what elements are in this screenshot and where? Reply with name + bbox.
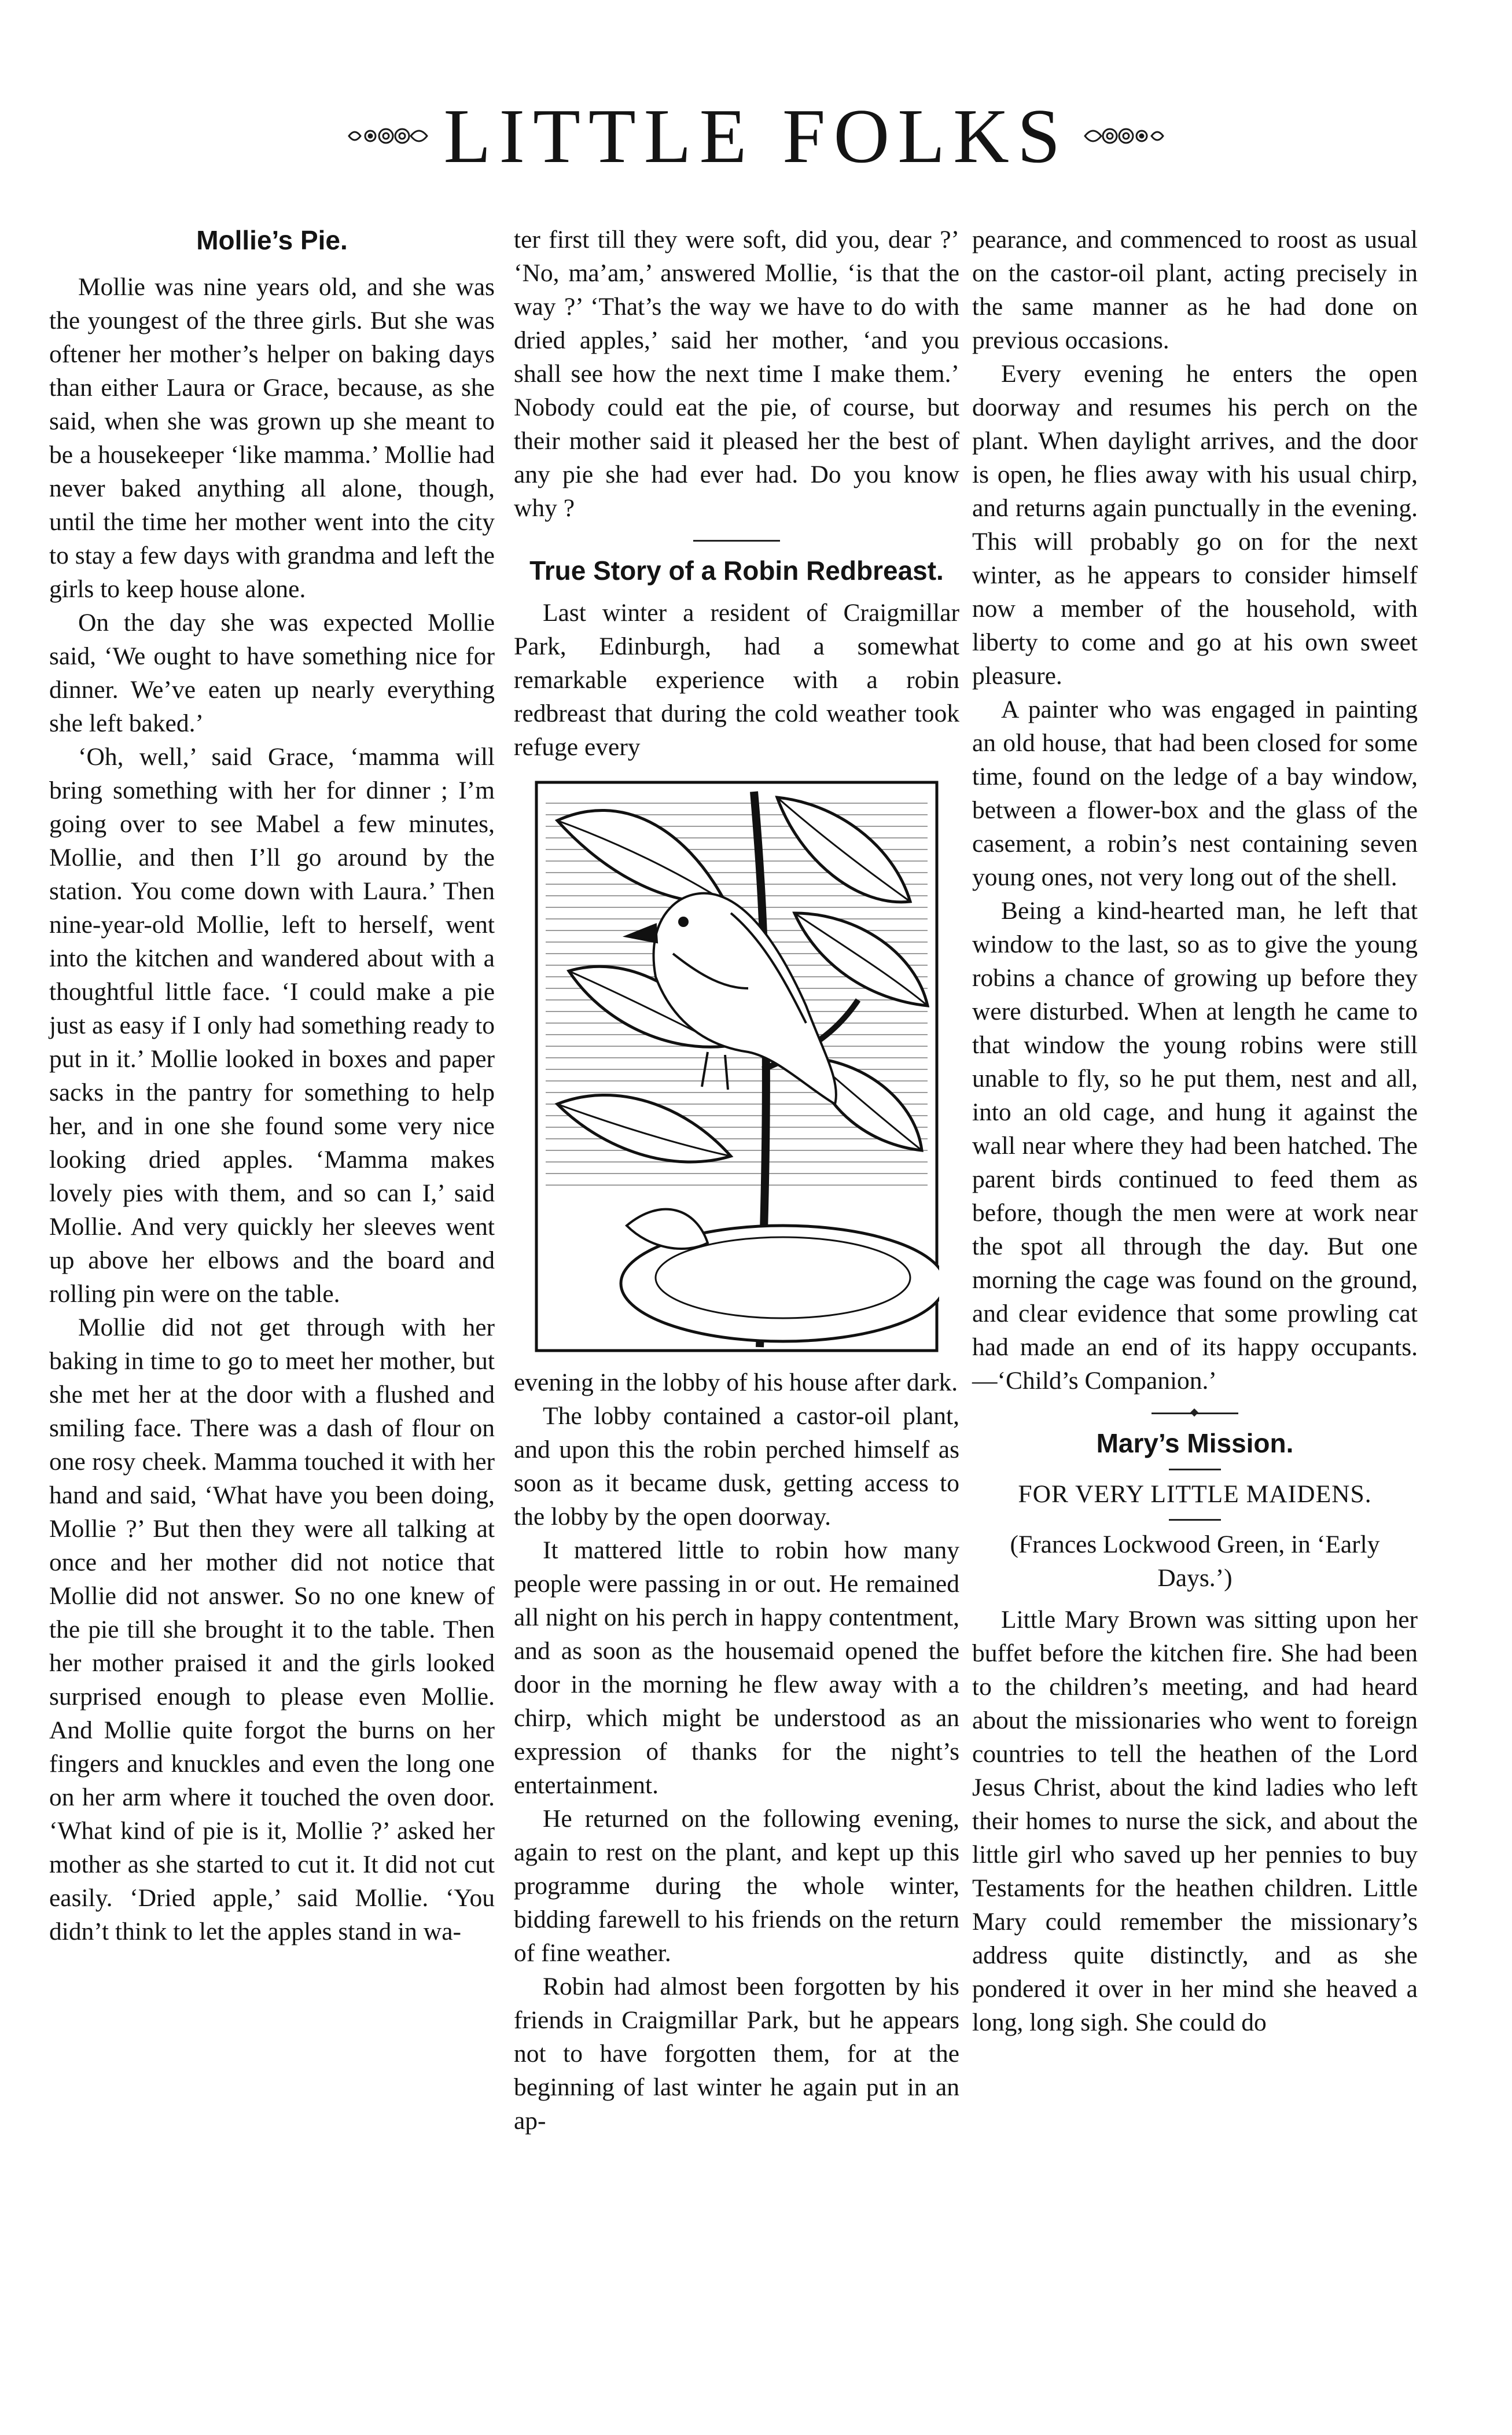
paragraph: Little Mary Brown was sitting upon her buffet before the kitchen fire. She had been to the children’s meeting, and had heard about the missionaries who went to foreign countries to tell the heathen of the Lord Jesus Christ, about the kind ladies who left their homes to nurse the sick, and about the little girl who saved up her pennies to buy Testaments for the heathen children. Little Mary could remember the missionary’s address quite distinctly, and as she pondered it over in her mind she heaved a long, long sigh. She could do xyxy=(972,1606,1418,2036)
article-attribution: (Frances Lockwood Green, in ‘Early Days.’) xyxy=(1010,1531,1380,1592)
section-divider xyxy=(693,540,780,542)
paragraph: Mollie was nine years old, and she was the youngest of the three girls. But she was oftener her mother’s helper on baking days than either Laura or Grace, because, as she said, when she was grown up she meant to be a housekeeper ‘like mamma.’ Mollie had never baked anything all alone, though, until the time her mother went into the city to stay a few days with grandma and left the girls to keep house alone. xyxy=(49,273,495,603)
article-title: Mary’s Mission. xyxy=(1096,1428,1294,1458)
article-marys-mission xyxy=(972,1426,1418,2039)
article-title: Mollie’s Pie. xyxy=(196,225,348,255)
paragraph: The lobby contained a castor-oil plant, and upon this the robin perched himself as soon as it became dusk, getting access to the lobby by the open doorway. xyxy=(514,1402,959,1531)
article-robin-redbreast xyxy=(514,553,959,2138)
section-divider xyxy=(1152,1413,1238,1414)
masthead-title: LITTLE FOLKS xyxy=(443,93,1069,179)
paragraph: On the day she was expected Mollie said, ‘We ought to have something nice for dinner. We’ve eaten up nearly everything she left baked.’ xyxy=(49,609,495,737)
paragraph: A painter who was engaged in painting an old house, that had been closed for some time, found on the ledge of a bay window, between a flower-box and the glass of the casement, a robin’s nest containing seven young ones, not very long out of the shell. xyxy=(972,696,1418,891)
paragraph: Being a kind-hearted man, he left that window to the last, so as to give the young robins a chance of growing up before they were disturbed. When at length he came to that window the young robins were still unable to fly, so he put them, nest and all, into an old cage, and hung it against the wall near where they had been hatched. The parent birds continued to feed them as before, though the men were at work near the spot all through the day. But one morning the cage was found on the ground, and clear evidence that some prowling cat had made an end of its happy occupants.—‘Child’s Companion.’ xyxy=(972,897,1418,1395)
scroll-ornament-icon xyxy=(1081,122,1168,150)
paragraph: Every evening he enters the open doorway and resumes his perch on the plant. When daylight arrives, and the door is open, he flies away with his usual chirp, and returns again punctually in the evening. This will probably go on for the next winter, as he appears to consider himself now a member of the household, with liberty to come and go at his own sweet pleasure. xyxy=(972,360,1418,690)
article-title: True Story of a Robin Redbreast. xyxy=(529,556,944,586)
paragraph: ‘Oh, well,’ said Grace, ‘mamma will bring something with her for dinner ; I’m going over to see Mabel a few minutes, Mollie, and then I’ll go around by the station. You come down with Laura.’ Then nine-year-old Mollie, left to herself, went into the kitchen and wandered about with a thoughtful little face. ‘I could make a pie just as easy if I only had something ready to put in it.’ Mollie looked in boxes and paper sacks in the pantry for something to help her, and in one she found some very nice looking dried apples. ‘Mamma makes lovely pies with them, and so can I,’ said Mollie. And very quickly her sleeves went up above her elbows and the board and rolling pin were on the table. xyxy=(49,743,495,1308)
paragraph: Robin had almost been forgotten by his friends in Craigmillar Park, but he appears not to have forgotten them, for at the beginning of last winter he again put in an ap- xyxy=(514,1973,959,2135)
title-rule xyxy=(1169,1469,1221,1470)
column-1 xyxy=(49,223,495,1948)
paragraph: Last winter a resident of Craigmillar Park, Edinburgh, had a somewhat remarkable experience with a robin redbreast that during the cold weather took refuge every xyxy=(514,599,959,761)
paragraph-continuation: evening in the lobby of his house after dark. xyxy=(514,1369,958,1396)
paragraph: He returned on the following evening, again to rest on the plant, and kept up this programme during the whole winter, bidding farewell to his friends on the return of fine weather. xyxy=(514,1805,959,1967)
column-2 xyxy=(514,223,959,2138)
article-mollies-pie xyxy=(49,223,495,1948)
column-3 xyxy=(972,223,1418,2039)
paragraph: Mollie did not get through with her baking in time to go to meet her mother, but she met her at the door with a flushed and smiling face. There was a dash of flour on one rosy cheek. Mamma touched it with her hand and said, ‘What have you been doing, Mollie ?’ But then they were all talking at once and her mother did not notice that Mollie did not answer. So no one knew of the pie till she brought it to the table. Then her mother praised it and the girls looked surprised enough to please even Mollie. And Mollie quite forgot the burns on her fingers and knuckles and even the long one on her arm where it touched the oven door. ‘What kind of pie is it, Mollie ?’ asked her mother as she started to cut it. It did not cut easily. ‘Dried apple,’ said Mollie. ‘You didn’t think to let the apples stand in wa- xyxy=(49,1314,495,1945)
paragraph-continuation: ter first till they were soft, did you, dear ?’ ‘No, ma’am,’ answered Mollie, ‘is that the way ?’ ‘That’s the way we have to do with dried apples,’ said her mother, ‘and you shall see how the next time I make them.’ Nobody could eat the pie, of course, but their mother said it pleased her the best of any pie she had ever had. Do you know why ? xyxy=(514,226,959,522)
robin-illustration xyxy=(534,780,939,1353)
paragraph-continuation: pearance, and commenced to roost as usual on the castor-oil plant, acting precisely in the same manner as he had done on previous occasions. xyxy=(972,226,1418,354)
subtitle-rule xyxy=(1169,1519,1221,1521)
scroll-ornament-icon xyxy=(344,122,431,150)
paragraph: It mattered little to robin how many people were passing in or out. He remained all night on his perch in happy contentment, and as soon as the housemaid opened the door in the morning he flew away with a chirp, which might be understood as an expression of thanks for the night’s entertainment. xyxy=(514,1536,959,1799)
article-subtitle: FOR VERY LITTLE MAIDENS. xyxy=(1018,1480,1372,1508)
masthead xyxy=(0,87,1512,185)
